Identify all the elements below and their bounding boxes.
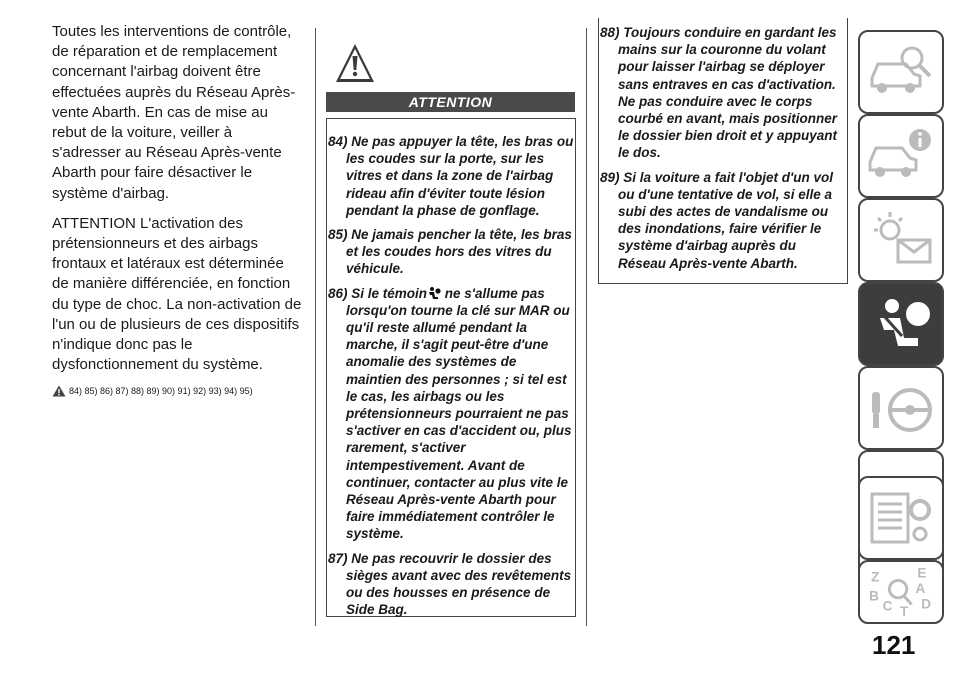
warning-item-88: 88) Toujours conduire en gardant les mains sur la couronne du volant pour laisser l'airbag se déployer sans entraves en cas d'activation. Ne pas conduire avec le corps courbé en avant, mais positionner le dossier bien droit et y appuyant le dos.: [600, 25, 838, 161]
warning-triangle-icon: [334, 42, 376, 84]
attention-header: ATTENTION: [326, 92, 575, 112]
paragraph-activation: ATTENTION L'activation des prétensionneurs et des airbags frontaux et latéraux est déterminée de manière différenciée, en fonction du type de choc. La non-activation de l'un ou de plusieurs de ces dispositifs n'indique donc pas le dysfonctionnement du système.: [52, 214, 302, 374]
tab-car-overview[interactable]: [858, 30, 944, 114]
index-letter: A: [915, 580, 926, 596]
seatbelt-airbag-icon: [862, 286, 940, 362]
references-text: 84) 85) 86) 87) 88) 89) 90) 91) 92) 93) 94) 95): [69, 386, 253, 397]
tab-dashboard-info[interactable]: [858, 114, 944, 198]
tab-safety[interactable]: [858, 282, 944, 366]
index-letter: D: [921, 596, 932, 612]
index-letter: E: [917, 565, 927, 581]
lights-envelope-icon: [862, 202, 940, 278]
column-divider: [315, 28, 316, 626]
left-column: [52, 22, 302, 397]
tab-index[interactable]: [858, 560, 944, 624]
page-number: 121: [872, 630, 916, 660]
index-search-icon: [862, 564, 940, 620]
specs-gear-icon: [862, 480, 940, 556]
warning-item-87: 87) Ne pas recouvrir le dossier des sièges avant avec des revêtements ou des housses en présence de Side Bag.: [328, 550, 572, 618]
index-letter: Z: [871, 569, 880, 585]
item-86-end: ne s'allume pas lorsqu'on tourne la clé sur MAR ou qu'il reste allumé pendant la marche, il s'agit peut-être d'une anomalie des systèmes de maintien des personnes ; si tel est le cas, les airbags ou les prétensionneurs pourraient ne pas s'activer en cas d'accident ou, plus rarement, s'activer intempestivement. Avant de continuer, contacter au plus vite le Réseau Après-vente Abarth pour faire immédiatement contrôler le système.: [346, 285, 572, 542]
car-search-icon: [862, 34, 940, 110]
item-86-start: 86) Si le témoin: [328, 285, 428, 301]
attention-list: [328, 133, 574, 625]
tab-technical-specs[interactable]: [858, 476, 944, 560]
index-letter: C: [882, 598, 893, 614]
car-info-icon: [862, 118, 940, 194]
key-steering-icon: [862, 370, 940, 446]
warning-references: [52, 385, 302, 397]
column-divider: [586, 28, 587, 626]
index-letter: B: [869, 588, 879, 604]
continued-warning-list: [600, 24, 845, 279]
warning-triangle-icon: [52, 385, 66, 397]
warning-item-84: 84) Ne pas appuyer la tête, les bras ou les coudes sur la porte, sur les vitres et dans la zone de l'airbag rideau afin d'éviter toute lésion pendant la phase de gonflage.: [328, 134, 574, 218]
warning-item-86: [328, 285, 574, 543]
tab-starting-driving[interactable]: [858, 366, 944, 450]
warning-item-85: 85) Ne jamais pencher la tête, les bras et les coudes hors des vitres du véhicule.: [328, 227, 572, 277]
index-letter: T: [900, 604, 909, 620]
tab-lights-signals[interactable]: [858, 198, 944, 282]
airbag-warning-light-icon: [427, 286, 441, 300]
paragraph-service: Toutes les interventions de contrôle, de réparation et de remplacement concernant l'airbag doivent être effectuées auprès du Réseau Après-vente Abarth. En cas de mise au rebut de la voiture, veiller à s'adresser au Réseau Après-vente Abarth pour faire désactiver le système d'airbag.: [52, 23, 296, 202]
warning-item-89: 89) Si la voiture a fait l'objet d'un vol ou d'une tentative de vol, si elle a subi des actes de vandalisme ou des inondations, faire vérifier le système d'airbag auprès du Réseau Après-vente Abarth.: [600, 169, 833, 271]
